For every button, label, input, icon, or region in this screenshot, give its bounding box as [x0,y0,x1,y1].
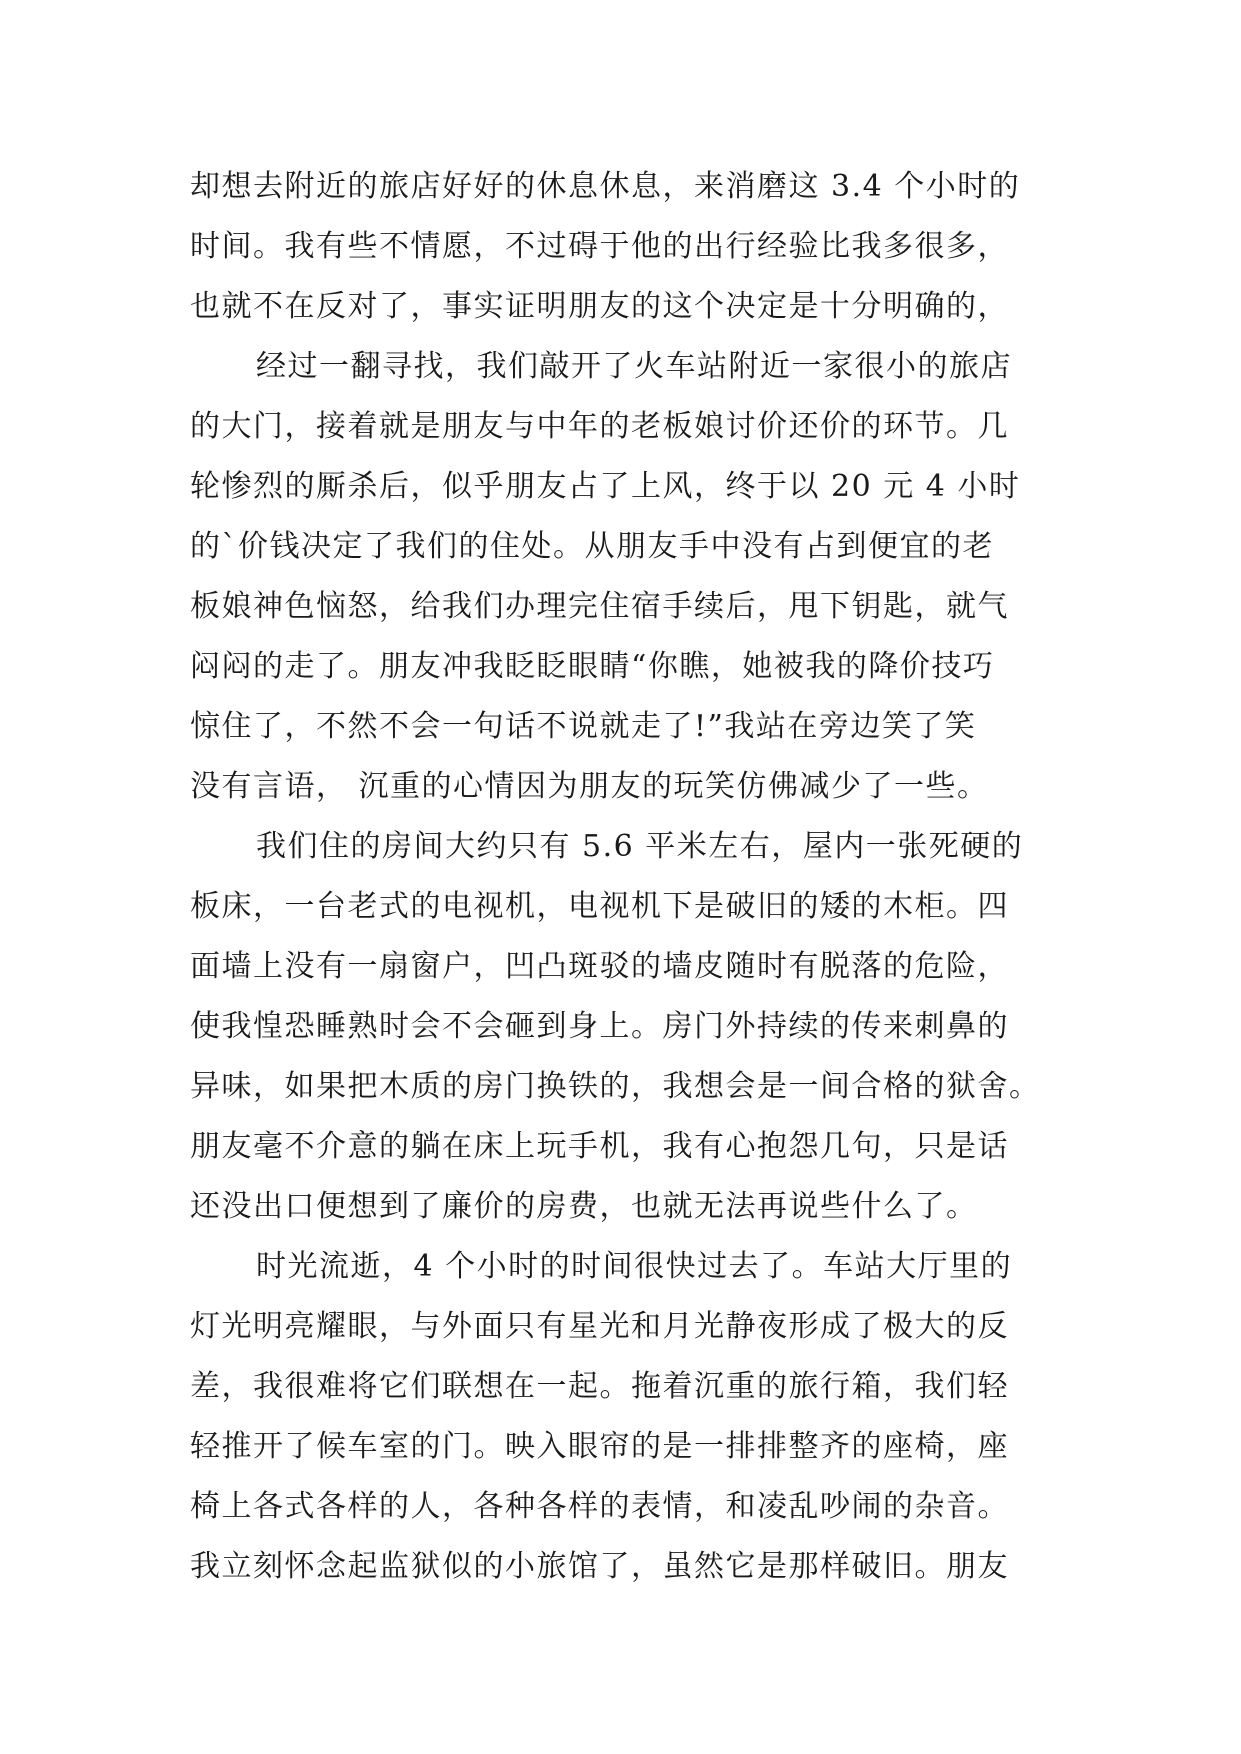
text-line: 的大门，接着就是朋友与中年的老板娘讨价还价的环节。几 [190,409,1009,444]
text-line: 时间。我有些不情愿，不过碍于他的出行经验比我多很多， [190,229,1009,264]
paragraph-first-line: 我们住的房间大约只有 5.6 平米左右，屋内一张死硬的 [256,829,1024,864]
text-line: 闷闷的走了。朋友冲我眨眨眼睛“你瞧，她被我的降价技巧 [190,649,995,684]
text-line: 轻推开了候车室的门。映入眼帘的是一排排整齐的座椅，座 [190,1429,1009,1464]
text-line: 板床，一台老式的电视机，电视机下是破旧的矮的木柜。四 [190,889,1009,924]
text-line: 却想去附近的旅店好好的休息休息，来消磨这 3.4 个小时的 [190,169,1021,204]
document-body [190,157,1050,1597]
text-line: 我立刻怀念起监狱似的小旅馆了，虽然它是那样破旧。朋友 [190,1549,1009,1584]
text-line: 板娘神色恼怒，给我们办理完住宿手续后，甩下钥匙，就气 [190,589,1009,624]
text-line: 轮惨烈的厮杀后，似乎朋友占了上风，终于以 20 元 4 小时 [190,469,1021,504]
text-line: 也就不在反对了，事实证明朋友的这个决定是十分明确的， [190,289,1009,324]
text-line: 朋友毫不介意的躺在床上玩手机，我有心抱怨几句，只是话 [190,1129,1009,1164]
text-line: 使我惶恐睡熟时会不会砸到身上。房门外持续的传来刺鼻的 [190,1009,1009,1044]
text-line: 椅上各式各样的人，各种各样的表情，和凌乱吵闹的杂音。 [190,1489,1009,1524]
text-line: 灯光明亮耀眼，与外面只有星光和月光静夜形成了极大的反 [190,1309,1009,1344]
text-line: 面墙上没有一扇窗户，凹凸斑驳的墙皮随时有脱落的危险， [190,949,1009,984]
paragraph-first-line: 经过一翻寻找，我们敲开了火车站附近一家很小的旅店 [256,349,1012,384]
text-line: 惊住了，不然不会一句话不说就走了!”我站在旁边笑了笑 [190,709,977,744]
text-line: 没有言语， 沉重的心情因为朋友的玩笑仿佛减少了一些。 [190,769,989,804]
text-line: 的`价钱决定了我们的住处。从朋友手中没有占到便宜的老 [190,529,994,564]
text-line: 异味，如果把木质的房门换铁的，我想会是一间合格的狱舍。 [190,1069,1041,1104]
paragraph-first-line: 时光流逝，4 个小时的时间很快过去了。车站大厅里的 [256,1249,1013,1284]
text-line: 还没出口便想到了廉价的房费，也就无法再说些什么了。 [190,1189,978,1224]
text-line: 差，我很难将它们联想在一起。拖着沉重的旅行箱，我们轻 [190,1369,1009,1404]
